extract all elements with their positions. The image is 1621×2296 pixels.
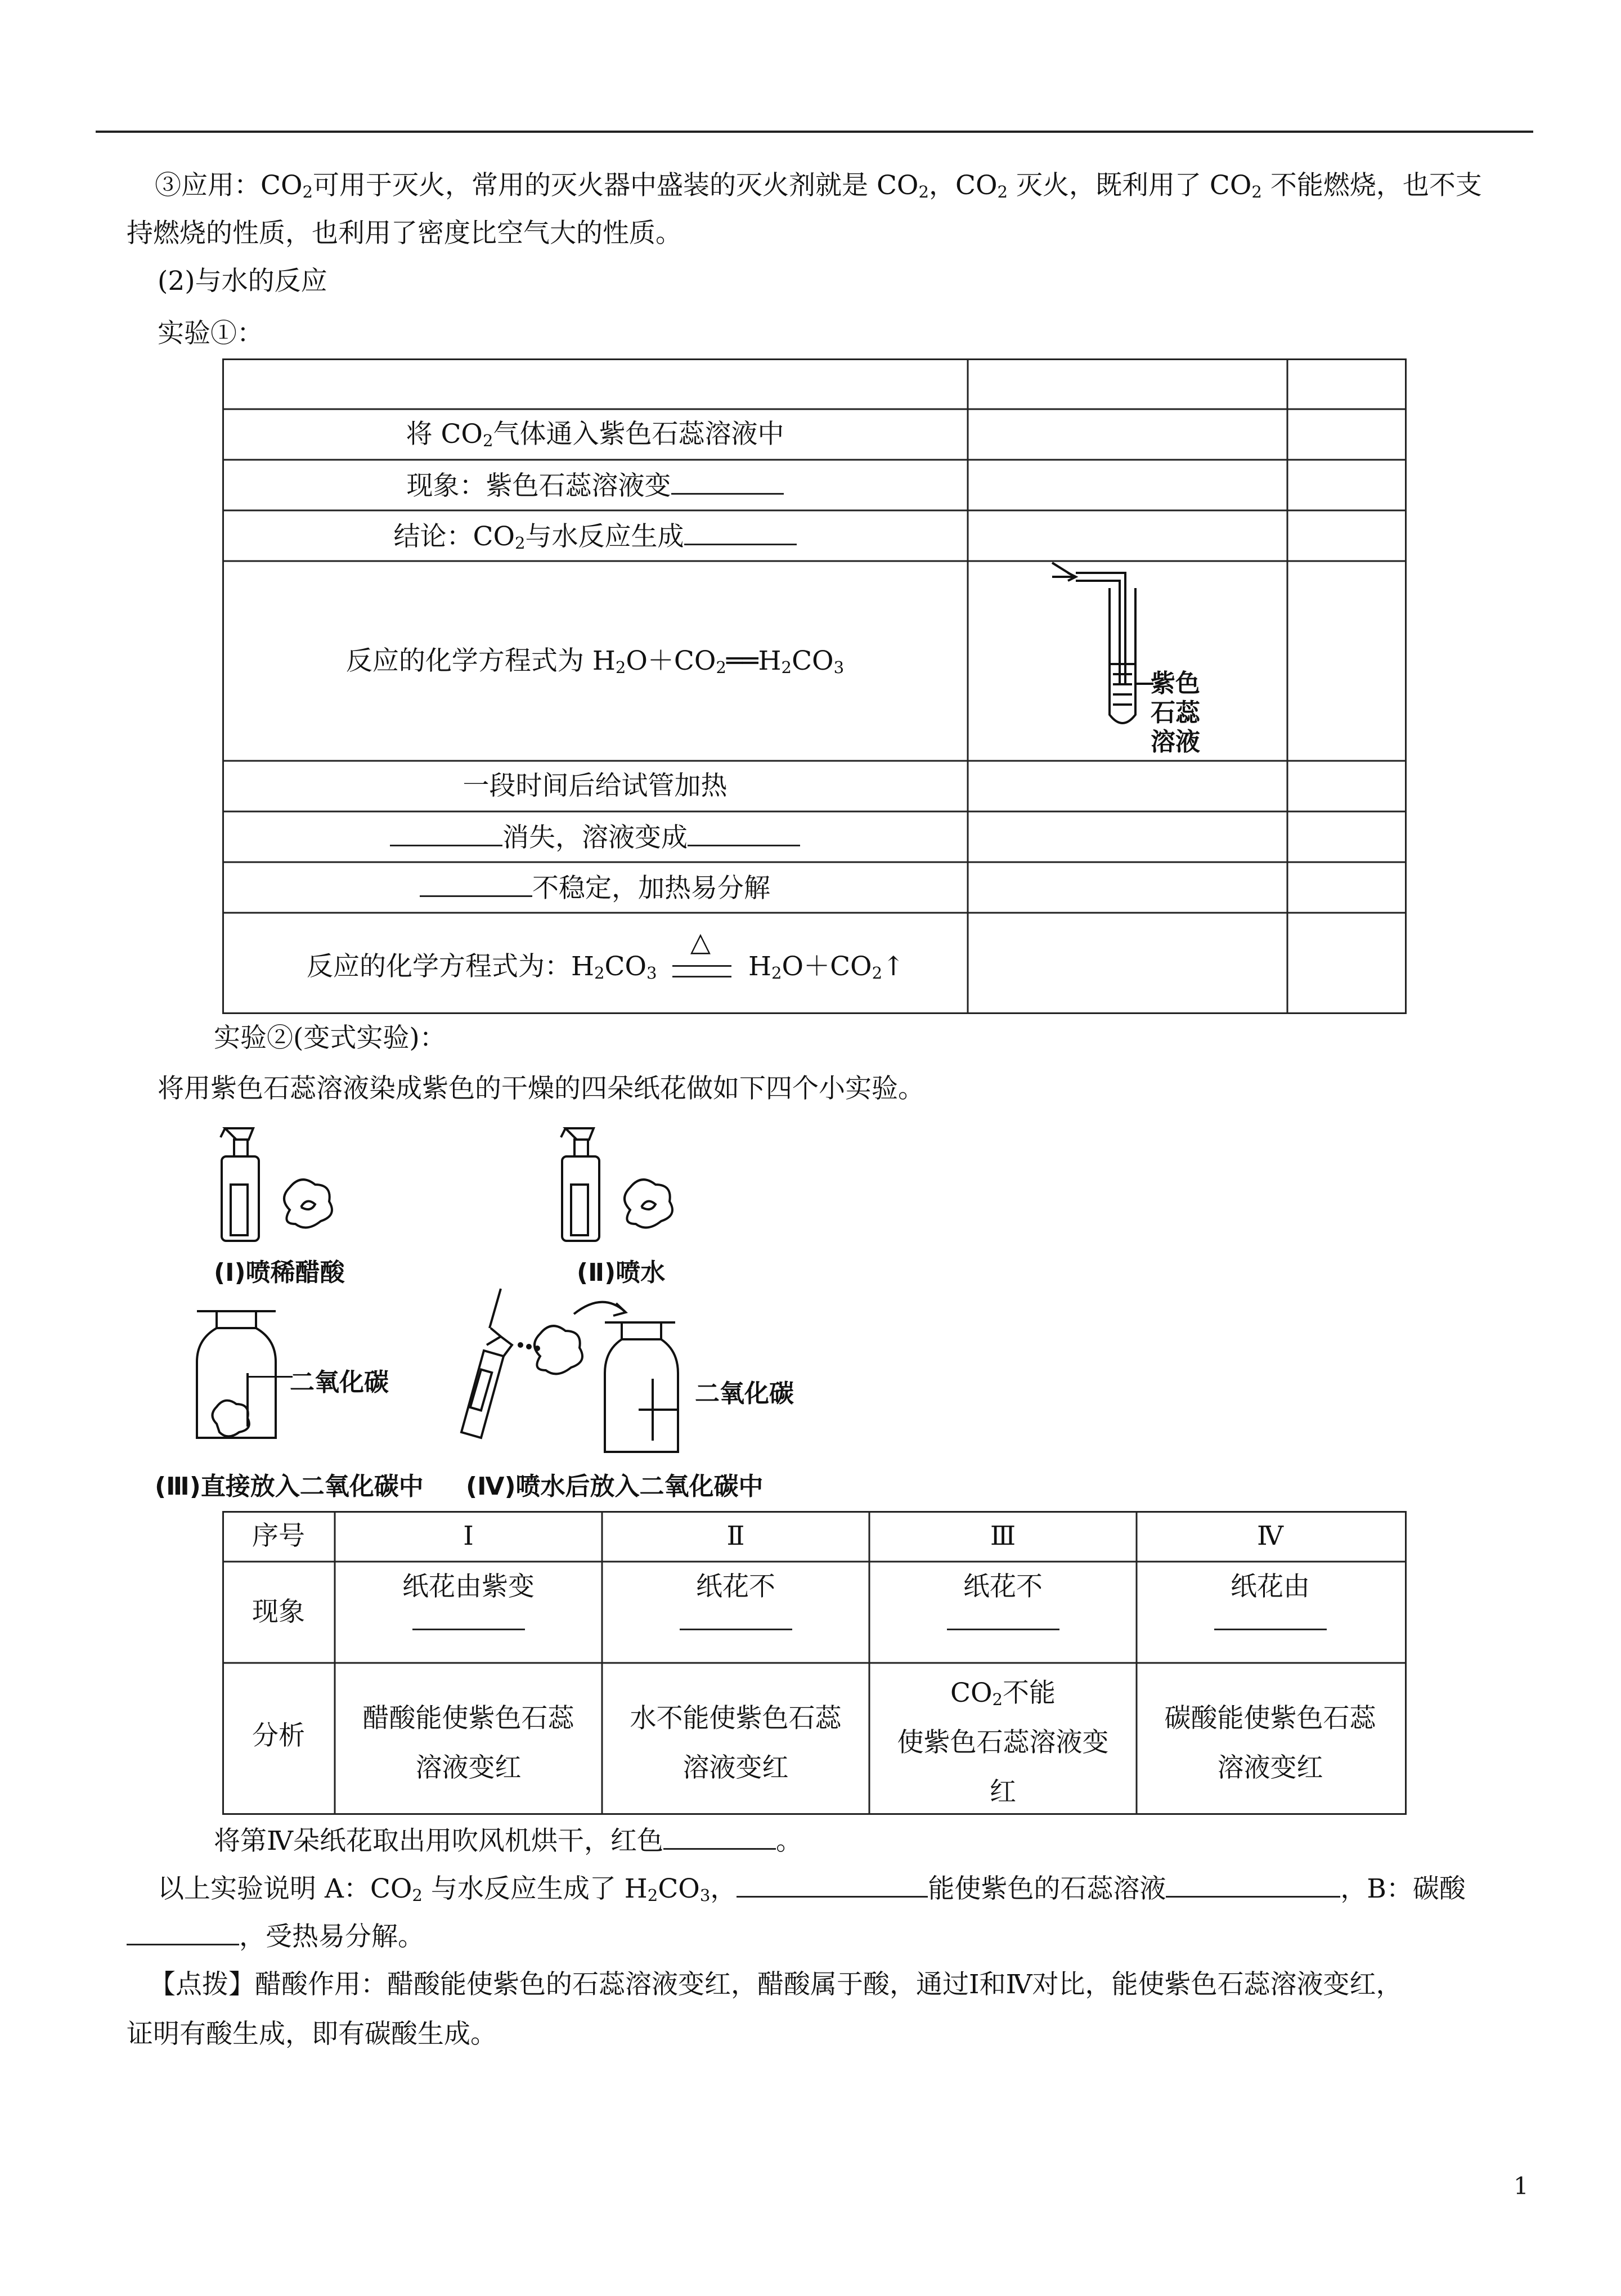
paragraph-application-cont: 持燃烧的性质，也利用了密度比空气大的性质。 [127,218,682,249]
t1-row-phenomenon: 现象：紫色石蕊溶液变 [222,468,968,503]
answer-blank[interactable] [684,519,797,545]
t2-phenomenon-4: 纸花由 [1137,1570,1404,1639]
answer-blank[interactable] [1214,1604,1327,1630]
litmus-label-2: 石蕊 [1151,698,1200,727]
spray-bottle-1-figure [214,1123,360,1246]
answer-blank[interactable] [680,1604,792,1630]
answer-blank[interactable] [420,871,532,897]
tip-line-2: 证明有酸生成，即有碳酸生成。 [127,2019,497,2050]
spray-flower-jar-4-figure [450,1289,709,1458]
answer-blank[interactable] [663,1823,776,1850]
spray-bottle-1-drawing [214,1123,360,1246]
answer-blank[interactable] [412,1604,525,1630]
co2-label-3: 二氧化碳 [290,1368,389,1397]
t1-row-conclusion: 结论：$CO_2$与水反应生成 [222,519,968,554]
t1-row-disappear: 消失，溶液变成 [222,820,968,855]
answer-blank[interactable] [127,1919,239,1945]
caption-vinegar: (Ⅰ)喷稀醋酸 [214,1258,345,1287]
t1-row-heating: 一段时间后给试管加热 [462,770,728,801]
test-tube-drawing [1041,563,1238,760]
co2-leader-3 [248,1376,293,1378]
t2-phenomenon-2: 纸花不 [602,1570,869,1639]
t2-header-2: Ⅱ [726,1521,745,1551]
experiment-2-label: 实验②(变式实验)： [214,1023,446,1053]
section-heading: (2)与水的反应 [158,266,327,297]
t2-phenomenon-1: 纸花由紫变 [335,1570,602,1639]
caption-water-co2: (Ⅳ)喷水后放入二氧化碳中 [466,1472,764,1501]
t2-analysis-3: $CO_2$不能 使紫色石蕊溶液变 红 [897,1678,1109,1808]
caption-water: (Ⅱ)喷水 [577,1258,666,1287]
answer-blank[interactable] [390,820,502,846]
t2-row-analysis-label: 分析 [252,1720,305,1751]
test-tube-figure [1041,563,1238,760]
conclusion-line-2: ，受热易分解。 [127,1919,424,1954]
caption-direct-co2: (Ⅲ)直接放入二氧化碳中 [155,1472,424,1501]
t1-row-unstable: 不稳定，加热易分解 [222,871,968,905]
tip-line-1: 【点拨】醋酸作用：醋酸能使紫色的石蕊溶液变红，醋酸属于酸，通过Ⅰ和Ⅳ对比，能使紫色石蕊溶液变红， [149,1969,1403,2000]
dry-flower-line: 将第Ⅳ朵纸花取出用吹风机烘干，红色 。 [214,1823,802,1858]
equals-sign [672,965,731,977]
page-number: 1 [1514,2172,1529,2200]
t2-header-3: Ⅲ [990,1521,1016,1551]
t2-header-4: Ⅳ [1257,1521,1283,1551]
t1-row-decomp-products: $H_2O+CO_2↑$ [748,951,905,983]
experiment-2-description: 将用紫色石蕊溶液染成紫色的干燥的四朵纸花做如下四个小实验。 [158,1073,924,1104]
litmus-label-3: 溶液 [1151,728,1200,756]
conclusion-line-1: 以上实验说明 A：$CO_2$ 与水反应生成了 $H_2CO_3$， 能使紫色的石蕊溶液 ，B：碳酸 [158,1871,1466,1906]
answer-blank[interactable] [737,1871,928,1898]
answer-blank[interactable] [947,1604,1059,1630]
experiment-1-label: 实验①： [158,318,263,349]
t2-phenomenon-3: 纸花不 [869,1570,1137,1639]
spray-bottle-2-drawing [554,1123,701,1246]
t2-header-1: Ⅰ [463,1521,474,1551]
answer-blank[interactable] [688,820,800,846]
t2-analysis-1: 醋酸能使紫色石蕊 溶液变红 [362,1703,574,1783]
t1-row-equation: 反应的化学方程式为 $H_2O+CO_2══H_2CO_3$ [345,645,845,677]
co2-label-4: 二氧化碳 [695,1379,794,1408]
t2-header-index: 序号 [252,1521,305,1551]
heat-condition: △ [690,927,711,958]
spray-flower-jar-4-drawing [450,1289,709,1458]
t1-row-pass-co2: 将 $CO_2$气体通入紫色石蕊溶液中 [406,419,784,450]
t1-row-decomp-equation: 反应的化学方程式为：$H_2CO_3$ [307,951,657,983]
header-rule [96,131,1533,133]
answer-blank[interactable] [671,468,784,495]
spray-bottle-2-figure [554,1123,701,1246]
answer-blank[interactable] [1166,1871,1340,1898]
litmus-label-1: 紫色 [1151,669,1200,698]
t2-row-phenomenon-label: 现象 [252,1597,305,1627]
t2-analysis-2: 水不能使紫色石蕊 溶液变红 [630,1703,842,1783]
paragraph-application: ③应用：$CO_2$可用于灭火，常用的灭火器中盛装的灭火剂就是 $CO_2$，$CO_2$ 灭火，既利用了 $CO_2$ 不能燃烧，也不支 [155,170,1482,201]
t2-analysis-4: 碳酸能使紫色石蕊 溶液变红 [1164,1703,1376,1783]
